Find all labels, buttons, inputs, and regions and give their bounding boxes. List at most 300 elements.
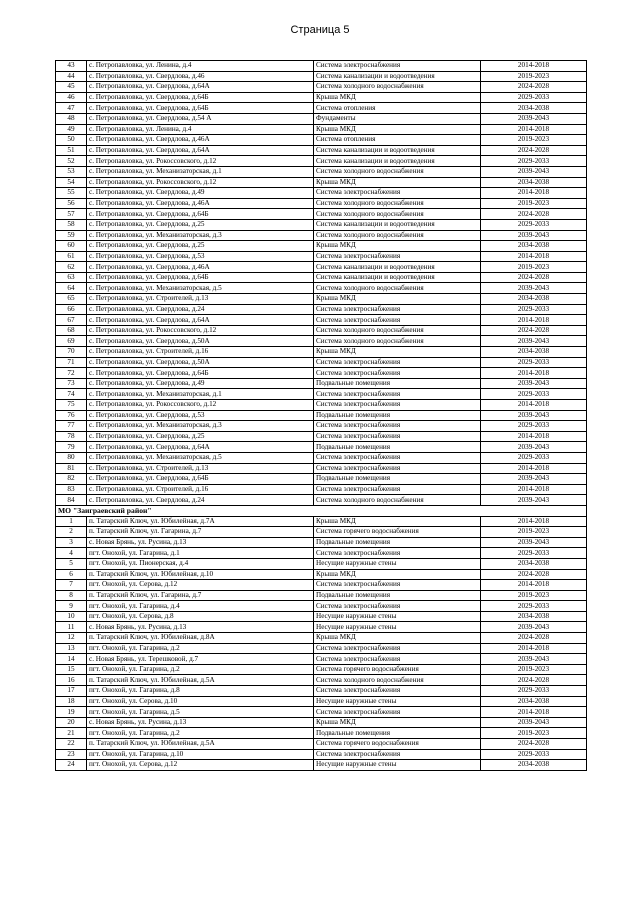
work-type-cell: Несущие наружные стены bbox=[314, 611, 481, 622]
work-type-cell: Система электроснабжения bbox=[314, 357, 481, 368]
row-number: 68 bbox=[56, 325, 87, 336]
address-cell: пгт. Онохой, ул. Гагарина, д.4 bbox=[87, 601, 314, 612]
address-cell: с. Петропавловка, ул. Свердлова, д.53 bbox=[87, 251, 314, 262]
work-type-cell: Подвальные помещения bbox=[314, 537, 481, 548]
address-cell: пгт. Онохой, ул. Серова, д.10 bbox=[87, 696, 314, 707]
period-cell: 2024-2028 bbox=[481, 569, 587, 580]
row-number: 76 bbox=[56, 410, 87, 421]
row-number: 57 bbox=[56, 209, 87, 220]
work-type-cell: Система канализации и водоотведения bbox=[314, 145, 481, 156]
work-type-cell: Система электроснабжения bbox=[314, 707, 481, 718]
address-cell: с. Петропавловка, ул. Свердлова, д.53 bbox=[87, 410, 314, 421]
address-cell: п. Татарский Ключ, ул. Гагарина, д.7 bbox=[87, 590, 314, 601]
table-row bbox=[56, 463, 587, 474]
address-cell: пгт. Онохой, ул. Гагарина, д.1 bbox=[87, 548, 314, 559]
work-type-cell: Крыша МКД bbox=[314, 633, 481, 644]
work-type-cell: Система электроснабжения bbox=[314, 452, 481, 463]
period-cell: 2039-2043 bbox=[481, 442, 587, 453]
period-cell: 2039-2043 bbox=[481, 537, 587, 548]
period-cell: 2014-2018 bbox=[481, 580, 587, 591]
work-type-cell: Несущие наружные стены bbox=[314, 622, 481, 633]
table-row bbox=[56, 728, 587, 739]
period-cell: 2034-2038 bbox=[481, 558, 587, 569]
table-body-zaigraevsky bbox=[56, 516, 587, 770]
row-number: 73 bbox=[56, 378, 87, 389]
period-cell: 2039-2043 bbox=[481, 283, 587, 294]
work-type-cell: Крыша МКД bbox=[314, 124, 481, 135]
work-type-cell: Система электроснабжения bbox=[314, 251, 481, 262]
address-cell: с. Петропавловка, ул. Рокоссовского, д.12 bbox=[87, 325, 314, 336]
period-cell: 2029-2033 bbox=[481, 749, 587, 760]
row-number: 70 bbox=[56, 347, 87, 358]
table-row bbox=[56, 219, 587, 230]
table-row bbox=[56, 378, 587, 389]
table-row bbox=[56, 548, 587, 559]
work-type-cell: Система электроснабжения bbox=[314, 463, 481, 474]
table-row bbox=[56, 527, 587, 538]
address-cell: с. Петропавловка, ул. Механизаторская, д.5 bbox=[87, 283, 314, 294]
work-type-cell: Система электроснабжения bbox=[314, 548, 481, 559]
row-number: 9 bbox=[56, 601, 87, 612]
address-cell: с. Петропавловка, ул. Свердлова, д.46А bbox=[87, 198, 314, 209]
period-cell: 2034-2038 bbox=[481, 241, 587, 252]
row-number: 51 bbox=[56, 145, 87, 156]
row-number: 74 bbox=[56, 389, 87, 400]
address-cell: пгт. Онохой, ул. Гагарина, д.8 bbox=[87, 686, 314, 697]
row-number: 53 bbox=[56, 166, 87, 177]
table-row bbox=[56, 230, 587, 241]
address-cell: пгт. Онохой, ул. Серова, д.12 bbox=[87, 760, 314, 771]
work-type-cell: Система горячего водоснабжения bbox=[314, 527, 481, 538]
table-row bbox=[56, 516, 587, 527]
work-type-cell: Система холодного водоснабжения bbox=[314, 230, 481, 241]
work-type-cell: Система горячего водоснабжения bbox=[314, 664, 481, 675]
address-cell: с. Петропавловка, ул. Свердлова, д.64Б bbox=[87, 272, 314, 283]
work-type-cell: Крыша МКД bbox=[314, 516, 481, 527]
row-number: 13 bbox=[56, 643, 87, 654]
table-row bbox=[56, 707, 587, 718]
row-number: 4 bbox=[56, 548, 87, 559]
row-number: 72 bbox=[56, 368, 87, 379]
period-cell: 2034-2038 bbox=[481, 611, 587, 622]
table-row bbox=[56, 675, 587, 686]
period-cell: 2014-2018 bbox=[481, 368, 587, 379]
row-number: 62 bbox=[56, 262, 87, 273]
table-row bbox=[56, 82, 587, 93]
period-cell: 2014-2018 bbox=[481, 315, 587, 326]
period-cell: 2014-2018 bbox=[481, 643, 587, 654]
row-number: 66 bbox=[56, 304, 87, 315]
address-cell: с. Петропавловка, ул. Ленина, д.4 bbox=[87, 61, 314, 72]
work-type-cell: Система электроснабжения bbox=[314, 686, 481, 697]
period-cell: 2034-2038 bbox=[481, 347, 587, 358]
table-row bbox=[56, 188, 587, 199]
row-number: 61 bbox=[56, 251, 87, 262]
table-row bbox=[56, 495, 587, 506]
work-type-cell: Система электроснабжения bbox=[314, 61, 481, 72]
address-cell: пгт. Онохой, ул. Гагарина, д.10 bbox=[87, 749, 314, 760]
address-cell: с. Петропавловка, ул. Строителей, д.16 bbox=[87, 484, 314, 495]
table-row bbox=[56, 251, 587, 262]
period-cell: 2019-2023 bbox=[481, 664, 587, 675]
row-number: 44 bbox=[56, 71, 87, 82]
row-number: 79 bbox=[56, 442, 87, 453]
table-row bbox=[56, 103, 587, 114]
work-type-cell: Система электроснабжения bbox=[314, 431, 481, 442]
period-cell: 2014-2018 bbox=[481, 516, 587, 527]
period-cell: 2029-2033 bbox=[481, 421, 587, 432]
work-type-cell: Крыша МКД bbox=[314, 717, 481, 728]
period-cell: 2024-2028 bbox=[481, 82, 587, 93]
row-number: 12 bbox=[56, 633, 87, 644]
address-cell: пгт. Онохой, ул. Гагарина, д.5 bbox=[87, 707, 314, 718]
period-cell: 2024-2028 bbox=[481, 145, 587, 156]
work-type-cell: Подвальные помещения bbox=[314, 728, 481, 739]
table-row bbox=[56, 145, 587, 156]
row-number: 82 bbox=[56, 474, 87, 485]
period-cell: 2014-2018 bbox=[481, 431, 587, 442]
period-cell: 2019-2023 bbox=[481, 71, 587, 82]
work-type-cell: Система электроснабжения bbox=[314, 389, 481, 400]
table-row bbox=[56, 336, 587, 347]
period-cell: 2029-2033 bbox=[481, 548, 587, 559]
row-number: 1 bbox=[56, 516, 87, 527]
work-type-cell: Крыша МКД bbox=[314, 177, 481, 188]
table-row bbox=[56, 760, 587, 771]
work-type-cell: Система отопления bbox=[314, 135, 481, 146]
table-row bbox=[56, 611, 587, 622]
work-type-cell: Подвальные помещения bbox=[314, 410, 481, 421]
row-number: 24 bbox=[56, 760, 87, 771]
address-cell: с. Петропавловка, ул. Механизаторская, д.1 bbox=[87, 389, 314, 400]
address-cell: с. Новая Брянь, ул. Русина, д.13 bbox=[87, 537, 314, 548]
work-type-cell: Несущие наружные стены bbox=[314, 696, 481, 707]
row-number: 50 bbox=[56, 135, 87, 146]
work-type-cell: Система канализации и водоотведения bbox=[314, 156, 481, 167]
table-row bbox=[56, 241, 587, 252]
period-cell: 2039-2043 bbox=[481, 717, 587, 728]
period-cell: 2029-2033 bbox=[481, 92, 587, 103]
row-number: 64 bbox=[56, 283, 87, 294]
address-cell: с. Новая Брянь, ул. Терешковой, д.7 bbox=[87, 654, 314, 665]
period-cell: 2014-2018 bbox=[481, 251, 587, 262]
table-row bbox=[56, 484, 587, 495]
row-number: 71 bbox=[56, 357, 87, 368]
period-cell: 2029-2033 bbox=[481, 219, 587, 230]
address-cell: пгт. Онохой, ул. Пионерская, д.4 bbox=[87, 558, 314, 569]
table-row bbox=[56, 442, 587, 453]
table-row bbox=[56, 272, 587, 283]
row-number: 21 bbox=[56, 728, 87, 739]
period-cell: 2024-2028 bbox=[481, 272, 587, 283]
address-cell: с. Новая Брянь, ул. Русина, д.13 bbox=[87, 717, 314, 728]
address-cell: с. Петропавловка, ул. Свердлова, д.64Б bbox=[87, 209, 314, 220]
table-row bbox=[56, 686, 587, 697]
period-cell: 2019-2023 bbox=[481, 527, 587, 538]
table-row bbox=[56, 558, 587, 569]
table-row bbox=[56, 739, 587, 750]
period-cell: 2029-2033 bbox=[481, 601, 587, 612]
capital-repair-table bbox=[55, 60, 587, 771]
row-number: 14 bbox=[56, 654, 87, 665]
address-cell: с. Новая Брянь, ул. Русина, д.13 bbox=[87, 622, 314, 633]
row-number: 69 bbox=[56, 336, 87, 347]
work-type-cell: Система электроснабжения bbox=[314, 580, 481, 591]
work-type-cell: Несущие наружные стены bbox=[314, 760, 481, 771]
work-type-cell: Система канализации и водоотведения bbox=[314, 262, 481, 273]
row-number: 84 bbox=[56, 495, 87, 506]
work-type-cell: Крыша МКД bbox=[314, 569, 481, 580]
table-row bbox=[56, 400, 587, 411]
work-type-cell: Система холодного водоснабжения bbox=[314, 675, 481, 686]
address-cell: с. Петропавловка, ул. Свердлова, д.64А bbox=[87, 82, 314, 93]
row-number: 48 bbox=[56, 113, 87, 124]
work-type-cell: Система электроснабжения bbox=[314, 188, 481, 199]
table-row bbox=[56, 664, 587, 675]
period-cell: 2019-2023 bbox=[481, 135, 587, 146]
row-number: 19 bbox=[56, 707, 87, 718]
address-cell: с. Петропавловка, ул. Свердлова, д.25 bbox=[87, 241, 314, 252]
row-number: 10 bbox=[56, 611, 87, 622]
address-cell: с. Петропавловка, ул. Строителей, д.13 bbox=[87, 463, 314, 474]
address-cell: п. Татарский Ключ, ул. Юбилейная, д.5А bbox=[87, 675, 314, 686]
row-number: 59 bbox=[56, 230, 87, 241]
address-cell: с. Петропавловка, ул. Свердлова, д.49 bbox=[87, 378, 314, 389]
address-cell: с. Петропавловка, ул. Свердлова, д.64Б bbox=[87, 103, 314, 114]
table-row bbox=[56, 283, 587, 294]
work-type-cell: Система электроснабжения bbox=[314, 484, 481, 495]
address-cell: с. Петропавловка, ул. Свердлова, д.64Б bbox=[87, 92, 314, 103]
work-type-cell: Система канализации и водоотведения bbox=[314, 272, 481, 283]
row-number: 67 bbox=[56, 315, 87, 326]
period-cell: 2029-2033 bbox=[481, 304, 587, 315]
row-number: 46 bbox=[56, 92, 87, 103]
address-cell: с. Петропавловка, ул. Свердлова, д.54 А bbox=[87, 113, 314, 124]
table-row bbox=[56, 71, 587, 82]
address-cell: с. Петропавловка, ул. Механизаторская, д.3 bbox=[87, 421, 314, 432]
address-cell: с. Петропавловка, ул. Механизаторская, д.3 bbox=[87, 230, 314, 241]
row-number: 49 bbox=[56, 124, 87, 135]
table-row bbox=[56, 135, 587, 146]
table-row bbox=[56, 262, 587, 273]
address-cell: с. Петропавловка, ул. Свердлова, д.50А bbox=[87, 357, 314, 368]
table-body-petropavlovka bbox=[56, 61, 587, 506]
row-number: 18 bbox=[56, 696, 87, 707]
table-row bbox=[56, 643, 587, 654]
row-number: 65 bbox=[56, 294, 87, 305]
table-row bbox=[56, 166, 587, 177]
row-number: 47 bbox=[56, 103, 87, 114]
table-row bbox=[56, 452, 587, 463]
period-cell: 2039-2043 bbox=[481, 622, 587, 633]
work-type-cell: Система электроснабжения bbox=[314, 749, 481, 760]
address-cell: п. Татарский Ключ, ул. Юбилейная, д.10 bbox=[87, 569, 314, 580]
period-cell: 2024-2028 bbox=[481, 209, 587, 220]
period-cell: 2029-2033 bbox=[481, 452, 587, 463]
work-type-cell: Система электроснабжения bbox=[314, 400, 481, 411]
period-cell: 2019-2023 bbox=[481, 262, 587, 273]
address-cell: с. Петропавловка, ул. Свердлова, д.46 bbox=[87, 71, 314, 82]
table-row bbox=[56, 156, 587, 167]
table-row bbox=[56, 177, 587, 188]
work-type-cell: Крыша МКД bbox=[314, 294, 481, 305]
period-cell: 2039-2043 bbox=[481, 474, 587, 485]
period-cell: 2034-2038 bbox=[481, 696, 587, 707]
address-cell: п. Татарский Ключ, ул. Юбилейная, д.8А bbox=[87, 633, 314, 644]
address-cell: с. Петропавловка, ул. Свердлова, д.46А bbox=[87, 262, 314, 273]
table-row bbox=[56, 590, 587, 601]
work-type-cell: Система холодного водоснабжения bbox=[314, 495, 481, 506]
work-type-cell: Система канализации и водоотведения bbox=[314, 219, 481, 230]
row-number: 54 bbox=[56, 177, 87, 188]
table-row bbox=[56, 410, 587, 421]
address-cell: с. Петропавловка, ул. Свердлова, д.64А bbox=[87, 442, 314, 453]
work-type-cell: Крыша МКД bbox=[314, 92, 481, 103]
period-cell: 2014-2018 bbox=[481, 484, 587, 495]
period-cell: 2024-2028 bbox=[481, 739, 587, 750]
period-cell: 2034-2038 bbox=[481, 294, 587, 305]
work-type-cell: Подвальные помещения bbox=[314, 442, 481, 453]
table-row bbox=[56, 347, 587, 358]
address-cell: п. Татарский Ключ, ул. Юбилейная, д.7А bbox=[87, 516, 314, 527]
table-row bbox=[56, 431, 587, 442]
period-cell: 2029-2033 bbox=[481, 357, 587, 368]
period-cell: 2014-2018 bbox=[481, 61, 587, 72]
address-cell: с. Петропавловка, ул. Свердлова, д.50А bbox=[87, 336, 314, 347]
table-row bbox=[56, 421, 587, 432]
address-cell: пгт. Онохой, ул. Гагарина, д.2 bbox=[87, 664, 314, 675]
work-type-cell: Фундаменты bbox=[314, 113, 481, 124]
table-row bbox=[56, 325, 587, 336]
row-number: 63 bbox=[56, 272, 87, 283]
period-cell: 2039-2043 bbox=[481, 495, 587, 506]
row-number: 77 bbox=[56, 421, 87, 432]
row-number: 55 bbox=[56, 188, 87, 199]
row-number: 15 bbox=[56, 664, 87, 675]
address-cell: с. Петропавловка, ул. Рокоссовского, д.12 bbox=[87, 156, 314, 167]
table-row bbox=[56, 717, 587, 728]
table-row bbox=[56, 357, 587, 368]
work-type-cell: Система холодного водоснабжения bbox=[314, 198, 481, 209]
period-cell: 2039-2043 bbox=[481, 654, 587, 665]
work-type-cell: Система электроснабжения bbox=[314, 315, 481, 326]
period-cell: 2014-2018 bbox=[481, 400, 587, 411]
work-type-cell: Система электроснабжения bbox=[314, 643, 481, 654]
work-type-cell: Система электроснабжения bbox=[314, 654, 481, 665]
table-row bbox=[56, 537, 587, 548]
table-row bbox=[56, 696, 587, 707]
table-row bbox=[56, 304, 587, 315]
table-row bbox=[56, 124, 587, 135]
work-type-cell: Система электроснабжения bbox=[314, 368, 481, 379]
period-cell: 2034-2038 bbox=[481, 103, 587, 114]
page-title: Страница 5 bbox=[290, 24, 350, 36]
row-number: 3 bbox=[56, 537, 87, 548]
address-cell: пгт. Онохой, ул. Серова, д.12 bbox=[87, 580, 314, 591]
address-cell: с. Петропавловка, ул. Рокоссовского, д.12 bbox=[87, 177, 314, 188]
table-section bbox=[56, 505, 587, 516]
table-row bbox=[56, 294, 587, 305]
work-type-cell: Крыша МКД bbox=[314, 241, 481, 252]
row-number: 75 bbox=[56, 400, 87, 411]
address-cell: с. Петропавловка, ул. Рокоссовского, д.12 bbox=[87, 400, 314, 411]
table-row bbox=[56, 474, 587, 485]
address-cell: п. Татарский Ключ, ул. Гагарина, д.7 bbox=[87, 527, 314, 538]
address-cell: с. Петропавловка, ул. Свердлова, д.24 bbox=[87, 495, 314, 506]
period-cell: 2014-2018 bbox=[481, 124, 587, 135]
work-type-cell: Подвальные помещения bbox=[314, 474, 481, 485]
address-cell: с. Петропавловка, ул. Свердлова, д.64А bbox=[87, 315, 314, 326]
address-cell: с. Петропавловка, ул. Механизаторская, д.1 bbox=[87, 166, 314, 177]
period-cell: 2019-2023 bbox=[481, 728, 587, 739]
period-cell: 2019-2023 bbox=[481, 198, 587, 209]
work-type-cell: Система холодного водоснабжения bbox=[314, 283, 481, 294]
address-cell: с. Петропавловка, ул. Свердлова, д.64Б bbox=[87, 368, 314, 379]
address-cell: с. Петропавловка, ул. Свердлова, д.49 bbox=[87, 188, 314, 199]
row-number: 23 bbox=[56, 749, 87, 760]
table-row bbox=[56, 389, 587, 400]
period-cell: 2029-2033 bbox=[481, 686, 587, 697]
row-number: 56 bbox=[56, 198, 87, 209]
work-type-cell: Подвальные помещения bbox=[314, 590, 481, 601]
address-cell: пгт. Онохой, ул. Гагарина, д.2 bbox=[87, 728, 314, 739]
row-number: 45 bbox=[56, 82, 87, 93]
period-cell: 2024-2028 bbox=[481, 633, 587, 644]
address-cell: с. Петропавловка, ул. Свердлова, д.25 bbox=[87, 219, 314, 230]
table-row bbox=[56, 749, 587, 760]
table-row bbox=[56, 113, 587, 124]
table-row bbox=[56, 580, 587, 591]
row-number: 2 bbox=[56, 527, 87, 538]
table-row bbox=[56, 569, 587, 580]
table-row bbox=[56, 654, 587, 665]
period-cell: 2039-2043 bbox=[481, 378, 587, 389]
period-cell: 2039-2043 bbox=[481, 166, 587, 177]
period-cell: 2034-2038 bbox=[481, 177, 587, 188]
row-number: 6 bbox=[56, 569, 87, 580]
period-cell: 2019-2023 bbox=[481, 590, 587, 601]
address-cell: с. Петропавловка, ул. Свердлова, д.24 bbox=[87, 304, 314, 315]
period-cell: 2034-2038 bbox=[481, 760, 587, 771]
table-row bbox=[56, 633, 587, 644]
row-number: 8 bbox=[56, 590, 87, 601]
work-type-cell: Система электроснабжения bbox=[314, 304, 481, 315]
address-cell: с. Петропавловка, ул. Механизаторская, д.5 bbox=[87, 452, 314, 463]
address-cell: с. Петропавловка, ул. Строителей, д.16 bbox=[87, 347, 314, 358]
period-cell: 2039-2043 bbox=[481, 230, 587, 241]
table-row bbox=[56, 315, 587, 326]
period-cell: 2024-2028 bbox=[481, 675, 587, 686]
row-number: 20 bbox=[56, 717, 87, 728]
address-cell: с. Петропавловка, ул. Свердлова, д.25 bbox=[87, 431, 314, 442]
row-number: 43 bbox=[56, 61, 87, 72]
work-type-cell: Система горячего водоснабжения bbox=[314, 739, 481, 750]
table-row bbox=[56, 198, 587, 209]
table-row bbox=[56, 61, 587, 72]
address-cell: пгт. Онохой, ул. Серова, д.8 bbox=[87, 611, 314, 622]
work-type-cell: Несущие наружные стены bbox=[314, 558, 481, 569]
table-row bbox=[56, 622, 587, 633]
table-row bbox=[56, 601, 587, 612]
period-cell: 2014-2018 bbox=[481, 463, 587, 474]
work-type-cell: Система холодного водоснабжения bbox=[314, 209, 481, 220]
row-number: 52 bbox=[56, 156, 87, 167]
period-cell: 2039-2043 bbox=[481, 336, 587, 347]
row-number: 22 bbox=[56, 739, 87, 750]
address-cell: с. Петропавловка, ул. Строителей, д.13 bbox=[87, 294, 314, 305]
work-type-cell: Система электроснабжения bbox=[314, 601, 481, 612]
row-number: 83 bbox=[56, 484, 87, 495]
